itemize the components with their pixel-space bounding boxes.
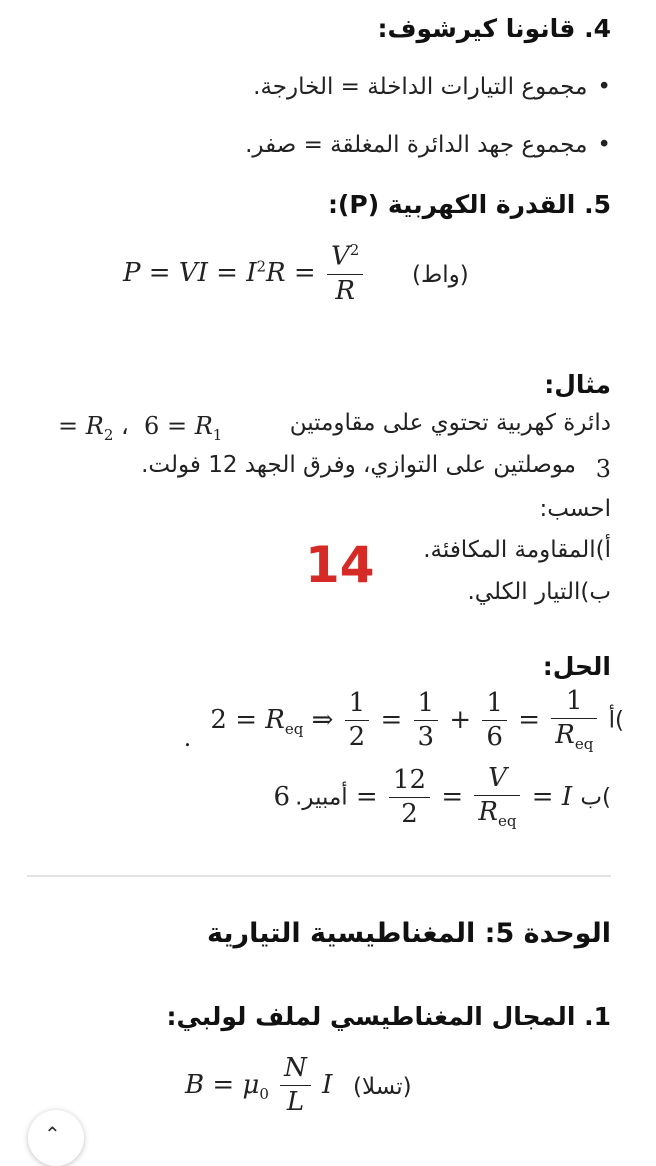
example-line1-math: = $R_2$ ، $6 = R_1$ <box>58 412 223 444</box>
solution-b-result: 6 <box>273 781 290 812</box>
unit5-heading: الوحدة 5: المغناطيسية التيارية <box>207 918 611 949</box>
example-r2-value: 3 <box>595 455 611 483</box>
kirchhoff-heading: 4. قانونا كيرشوف: <box>377 14 611 43</box>
example-calc-label: احسب: <box>539 496 611 522</box>
kirchhoff-bullet-currents: • مجموع التيارات الداخلة = الخارجة. <box>253 74 611 100</box>
solution-b-unit: أمبير. <box>295 784 348 811</box>
example-line2-text: موصلتين على التوازي، وفرق الجهد 12 فولت. <box>141 452 576 478</box>
example-line1-text: دائرة كهربية تحتوي على مقاومتين <box>289 410 611 436</box>
solution-b-row: أمبير. 6 = $\frac{12}{2}$ = $\frac{V}{R_{eq}}$ = I ب( <box>273 763 611 831</box>
solution-a-result: 2 <box>210 704 227 735</box>
section-divider <box>27 875 611 877</box>
example-part-b: ب)التيار الكلي. <box>467 579 611 605</box>
red-annotation-marker: 14 <box>305 536 375 594</box>
solution-a-dot: . <box>183 723 192 752</box>
solenoid-unit: (تسلا) <box>353 1074 412 1100</box>
power-heading: 5. القدرة الكهربية (P): <box>327 190 611 219</box>
solution-heading: الحل: <box>542 652 611 681</box>
floating-action-button[interactable] <box>28 1110 84 1166</box>
example-line1-separator: ، <box>121 412 129 440</box>
kirchhoff-bullet-voltages: • مجموع جهد الدائرة المغلقة = صفر. <box>245 132 611 158</box>
solenoid-heading: 1. المجال المغناطيسي لملف لولبي: <box>166 1002 611 1031</box>
solution-a-row: . $2 = R_{eq}$ ⇒ $\frac{1}{2}$ = $\frac{1}{3}$ + $\frac{1}{6}$ = $\frac{1}{R_{eq}}$ أ( <box>183 686 624 754</box>
example-heading: مثال: <box>544 370 611 399</box>
solenoid-formula: $B = \mu_0$ $\frac{N}{L}$ I <box>185 1053 333 1118</box>
chevron-icon: ⌃ <box>44 1122 61 1146</box>
example-part-a: أ)المقاومة المكافئة. <box>423 537 611 563</box>
power-unit: (واط) <box>412 262 469 288</box>
solution-a-prefix: أ( <box>608 707 624 734</box>
power-formula: P = VI = $I^2R$ = $\frac{V^2}{R}$ <box>123 243 366 305</box>
solution-b-prefix: ب( <box>580 784 611 811</box>
example-r1-value: 6 <box>144 412 160 440</box>
